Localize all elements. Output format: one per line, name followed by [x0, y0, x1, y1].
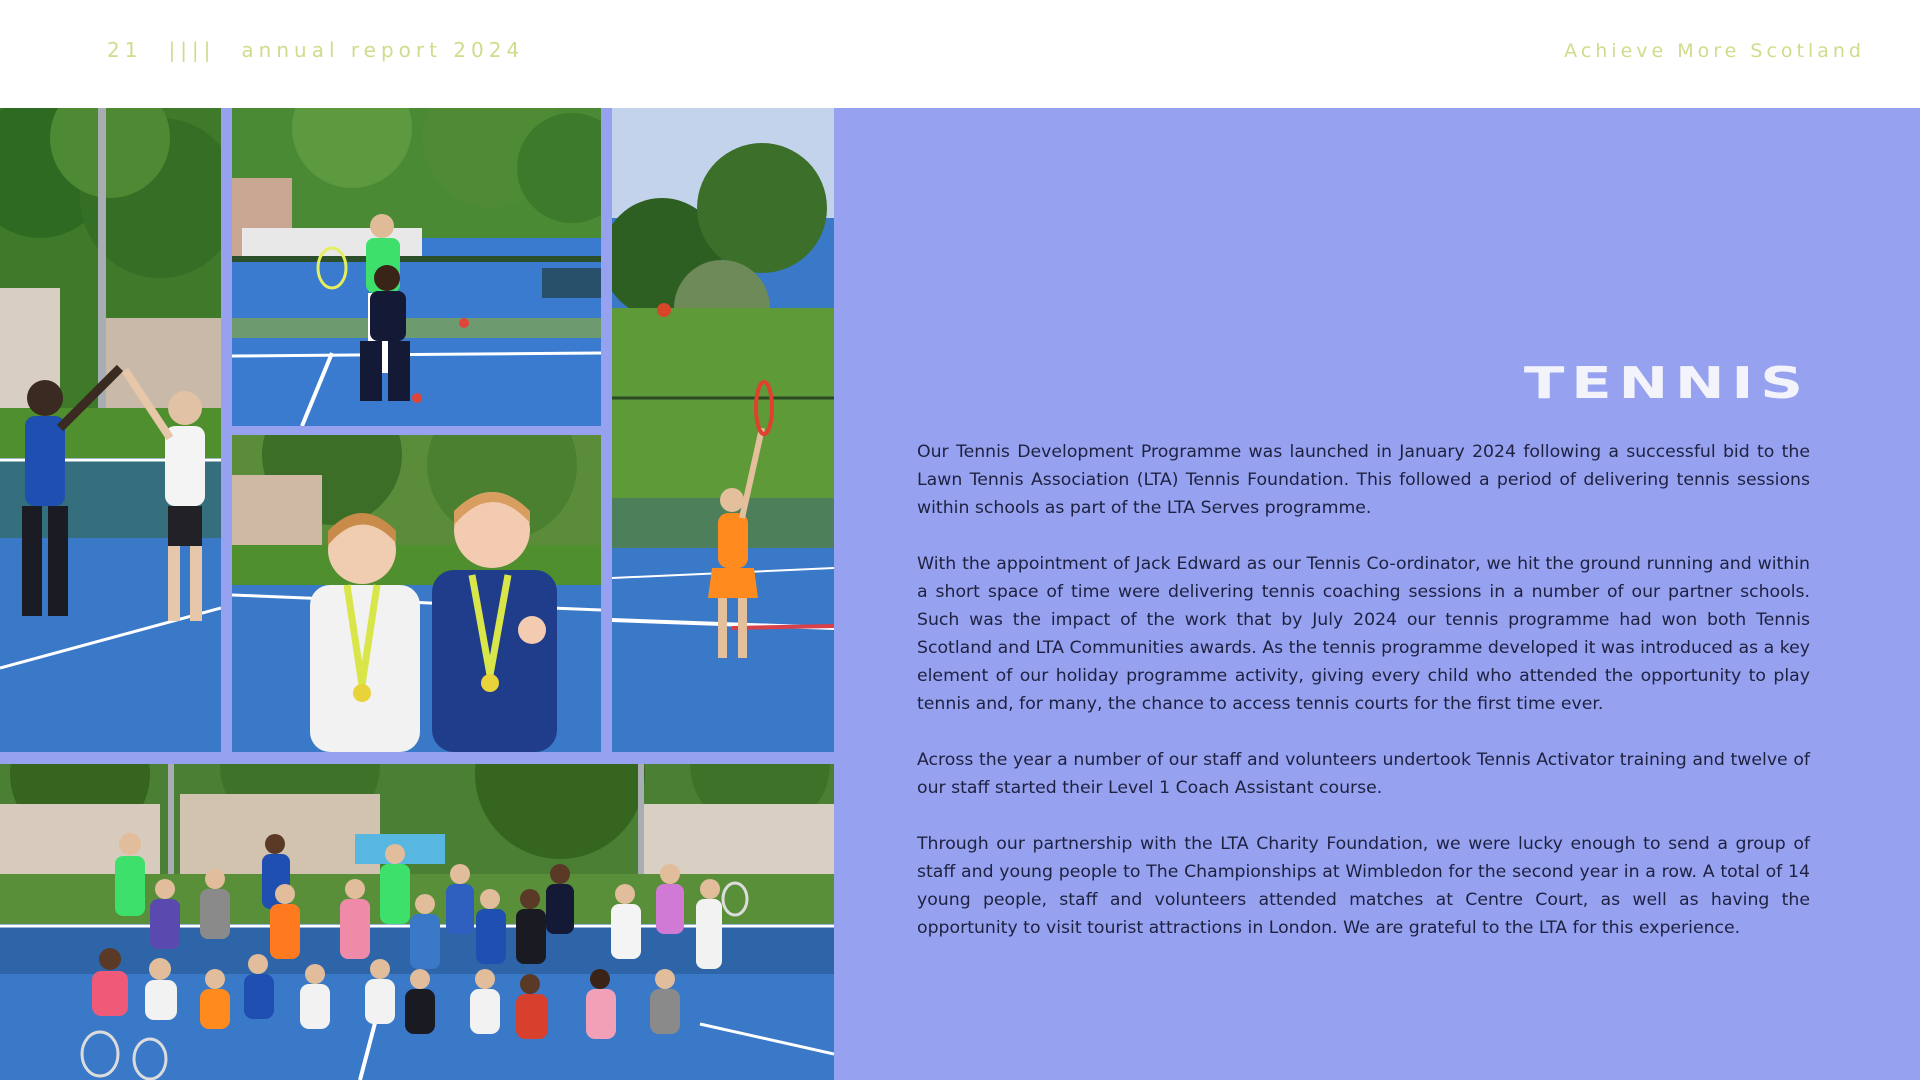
photo-girls-high-five: [0, 108, 221, 752]
paragraph-coordinator: With the appointment of Jack Edward as our Tennis Co-ordinator, we hit the ground running and within a short space of time were delivering tennis coaching sessions in a number of our partner schools. Such was the impact of the work that by July 2024 our tennis programme had won both Tennis Scotland and LTA Communities awards. As the tennis programme developed it was introduced as a key element of our holiday programme activity, giving every child who attended the opportunity to play tennis and, for many, the chance to access tennis courts for the first time ever.: [917, 554, 1810, 714]
paragraph-wimbledon: Through our partnership with the LTA Charity Foundation, we were lucky enough to send a group of staff and young people to The Championships at Wimbledon for the second year in a row. A total of 14 young people, staff and volunteers attended matches at Centre Court, as well as having the opportunity to visit tourist attractions in London. We are grateful to the LTA for this experience.: [917, 834, 1810, 938]
photo-coach-and-boy: [232, 108, 601, 426]
paragraph-launch: Our Tennis Development Programme was launched in January 2024 following a successful bid to the Lawn Tennis Association (LTA) Tennis Foundation. This followed a period of delivering tennis sessions within schools as part of the LTA Serves programme.: [917, 442, 1810, 518]
page-header: [0, 0, 1920, 108]
photo-two-boys-medals: [232, 435, 601, 752]
tennis-text-panel: [834, 108, 1920, 1080]
paragraph-training: Across the year a number of our staff and volunteers undertook Tennis Activator training and twelve of our staff started their Level 1 Coach Assistant course.: [917, 750, 1810, 798]
organisation-name: Achieve More Scotland: [1564, 40, 1865, 62]
section-title: TENNIS: [1524, 358, 1810, 409]
report-title: annual report 2024: [241, 38, 525, 62]
photo-girl-serving: [612, 108, 834, 752]
section-body: [917, 438, 1810, 970]
header-separator: ||||: [168, 38, 216, 62]
photo-collage: [0, 108, 834, 1080]
photo-group-tennis-court: [0, 764, 834, 1080]
page-number: 21: [107, 38, 143, 62]
header-left: [107, 38, 550, 62]
